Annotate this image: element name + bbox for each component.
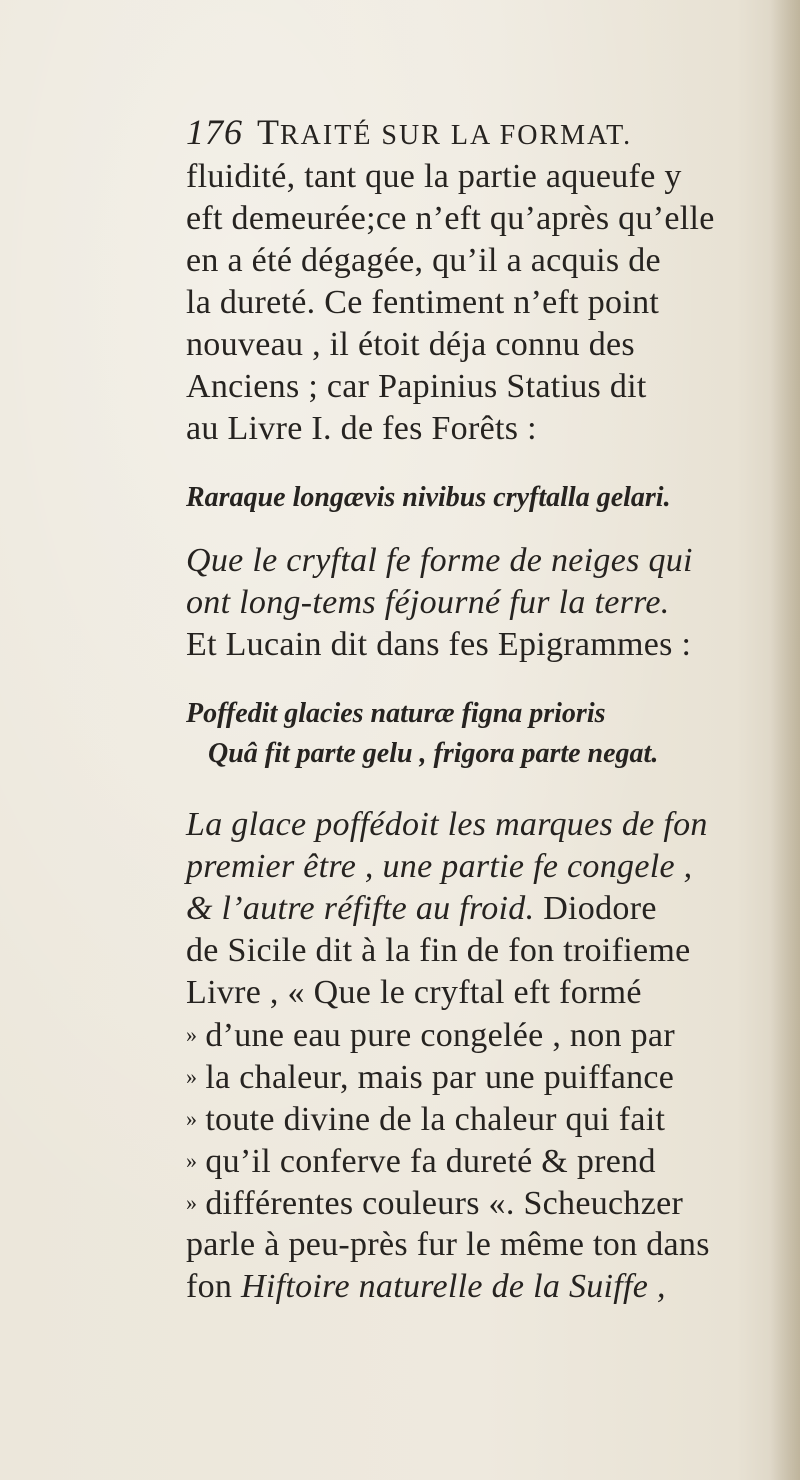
header-title-initial: T xyxy=(257,112,280,152)
quoted-line xyxy=(186,1098,776,1140)
text-line: au Livre I. de fes Forêts : xyxy=(186,410,537,447)
text-line: en a été dégagée, qu’il a acquis de xyxy=(186,242,661,279)
quoted-line xyxy=(186,1056,776,1098)
quoted-line xyxy=(186,1182,776,1224)
quoted-text: toute divine de la chaleur qui fait xyxy=(205,1101,666,1138)
latin-quote-line: Raraque longævis nivibus cryftalla gelari. xyxy=(186,482,671,513)
quoted-line xyxy=(186,1014,776,1056)
text-line: nouveau , il étoit déja connu des xyxy=(186,326,635,363)
quoted-text: différentes couleurs «. Scheuchzer xyxy=(205,1185,684,1222)
text-line: Livre , « Que le cryftal eft formé xyxy=(186,974,642,1011)
header-title: RAITÉ SUR LA FORMAT. xyxy=(280,120,633,151)
text-line xyxy=(186,888,776,930)
quote-mark: » xyxy=(186,1064,198,1089)
quoted-text: la chaleur, mais par une puiffance xyxy=(205,1059,675,1096)
text-line: parle à peu-près fur le même ton dans xyxy=(186,1226,710,1263)
quoted-line xyxy=(186,1140,776,1182)
quote-mark: » xyxy=(186,1148,198,1173)
text-line: Et Lucain dit dans fes Epigrammes : xyxy=(186,626,692,663)
text-line: fluidité, tant que la partie aqueufe y xyxy=(186,158,682,195)
text-block xyxy=(186,108,776,1308)
text-line: eft demeurée;ce n’eft qu’après qu’elle xyxy=(186,200,715,237)
text-line: la dureté. Ce fentiment n’eft point xyxy=(186,284,660,321)
translation-line: premier être , une partie fe congele , xyxy=(186,848,693,885)
quote-mark: » xyxy=(186,1190,198,1215)
page-number: 176 xyxy=(186,112,243,152)
quote-mark: » xyxy=(186,1106,198,1131)
latin-quote-line: Quâ fit parte gelu , frigora parte negat. xyxy=(208,738,659,769)
translation-line: La glace poffédoit les marques de fon xyxy=(186,806,708,843)
book-title: Hiftoire naturelle de la Suiffe , xyxy=(241,1268,666,1305)
translation-line: ont long-tems féjourné fur la terre. xyxy=(186,584,670,621)
text-line: Anciens ; car Papinius Statius dit xyxy=(186,368,647,405)
running-header xyxy=(186,108,776,156)
translation-fragment: & l’autre réfifte au froid. xyxy=(186,890,535,927)
text-fragment: fon xyxy=(186,1268,242,1305)
latin-quote-line: Poffedit glacies naturæ figna prioris xyxy=(186,698,606,729)
quote-mark: » xyxy=(186,1022,198,1047)
text-line xyxy=(186,1266,776,1308)
translation-line: Que le cryftal fe forme de neiges qui xyxy=(186,542,693,579)
text-fragment: Diodore xyxy=(534,890,657,927)
quoted-text: d’une eau pure congelée , non par xyxy=(205,1017,675,1054)
text-line: de Sicile dit à la fin de fon troifieme xyxy=(186,932,691,969)
quoted-text: qu’il conferve fa dureté & prend xyxy=(205,1143,656,1180)
